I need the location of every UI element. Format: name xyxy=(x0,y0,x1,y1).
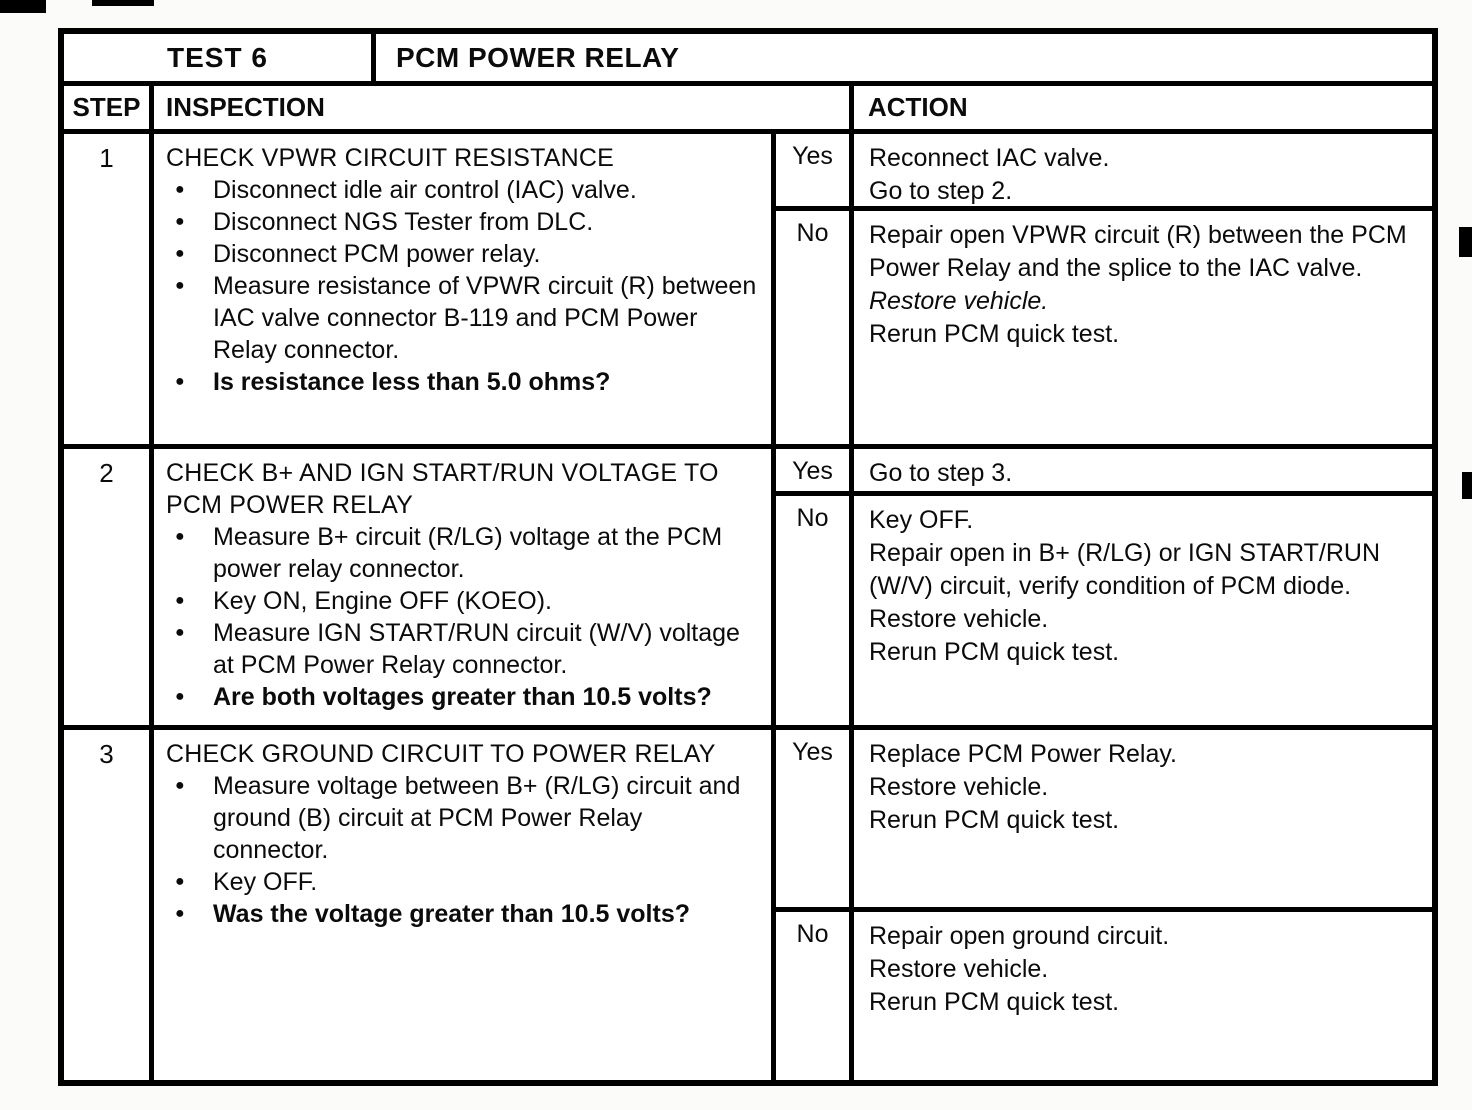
bullet-item xyxy=(166,770,759,866)
action-line: Rerun PCM quick test. xyxy=(869,638,1120,666)
bullet-item-question xyxy=(166,366,759,398)
inspection-title: CHECK VPWR CIRCUIT RESISTANCE xyxy=(166,144,614,172)
bullet-item-question xyxy=(166,681,759,713)
action-line: Repair open in B+ (R/LG) or IGN START/RUN (W/V) circuit, verify condition of PCM diode. xyxy=(869,539,1381,600)
action-line: Go to step 2. xyxy=(869,177,1013,205)
bullet-text: Key ON, Engine OFF (KOEO). xyxy=(213,587,552,615)
outcome-yes xyxy=(776,449,1432,496)
bullet-text: Disconnect idle air control (IAC) valve. xyxy=(213,176,637,204)
action-line: Go to step 3. xyxy=(869,459,1013,487)
bullet-text: Is resistance less than 5.0 ohms? xyxy=(213,368,611,396)
bullet-icon xyxy=(166,898,213,930)
inspection-title: CHECK GROUND CIRCUIT TO POWER RELAY xyxy=(166,740,716,768)
bullet-icon xyxy=(166,866,213,898)
step-row-1 xyxy=(64,134,1432,449)
action-line: Rerun PCM quick test. xyxy=(869,988,1120,1016)
column-header-action: ACTION xyxy=(868,92,968,122)
inspection-cell xyxy=(154,134,776,444)
inspection-cell xyxy=(154,449,776,725)
title-row xyxy=(64,34,1432,86)
step-row-2 xyxy=(64,449,1432,730)
outcomes xyxy=(776,730,1432,1080)
action-line: Replace PCM Power Relay. xyxy=(869,740,1177,768)
step-number: 2 xyxy=(64,449,154,725)
verdict-yes: Yes xyxy=(776,134,854,206)
action-line: Restore vehicle. xyxy=(869,773,1049,801)
action-line: Restore vehicle. xyxy=(869,955,1049,983)
bullet-icon xyxy=(166,174,213,206)
column-header-step: STEP xyxy=(64,86,154,129)
bullet-item xyxy=(166,521,759,585)
scan-artifact xyxy=(92,0,154,6)
outcomes xyxy=(776,449,1432,725)
action-line: Restore vehicle. xyxy=(869,605,1049,633)
bullet-text: Disconnect NGS Tester from DLC. xyxy=(213,208,594,236)
bullet-icon xyxy=(166,206,213,238)
outcome-yes xyxy=(776,134,1432,211)
action-cell xyxy=(854,496,1432,725)
action-line: Repair open VPWR circuit (R) between the PCM Power Relay and the splice to the IAC valve. xyxy=(869,221,1407,282)
outcome-no xyxy=(776,211,1432,444)
test-number-label: TEST 6 xyxy=(64,34,376,81)
action-line: Repair open ground circuit. xyxy=(869,922,1170,950)
outcome-no xyxy=(776,496,1432,725)
bullet-text: Was the voltage greater than 10.5 volts? xyxy=(213,900,690,928)
scan-artifact xyxy=(1462,472,1472,499)
bullet-icon xyxy=(166,770,213,866)
bullet-text: Key OFF. xyxy=(213,868,318,896)
verdict-yes: Yes xyxy=(776,730,854,907)
column-header-row xyxy=(64,86,1432,134)
bullet-item xyxy=(166,866,759,898)
scan-artifact xyxy=(0,0,46,13)
step-number: 3 xyxy=(64,730,154,1080)
outcome-yes xyxy=(776,730,1432,912)
bullet-text: Measure B+ circuit (R/LG) voltage at the PCM power relay connector. xyxy=(213,523,723,583)
bullet-item xyxy=(166,174,759,206)
action-cell xyxy=(854,912,1432,1080)
bullet-item xyxy=(166,617,759,681)
test-name-label: PCM POWER RELAY xyxy=(396,41,680,73)
bullet-text: Measure IGN START/RUN circuit (W/V) voltage at PCM Power Relay connector. xyxy=(213,619,740,679)
inspection-cell xyxy=(154,730,776,1080)
outcome-no xyxy=(776,912,1432,1080)
step-number: 1 xyxy=(64,134,154,444)
bullet-text: Measure voltage between B+ (R/LG) circuit and ground (B) circuit at PCM Power Relay connector. xyxy=(213,772,741,864)
verdict-yes: Yes xyxy=(776,449,854,491)
bullet-icon xyxy=(166,617,213,681)
bullet-text: Are both voltages greater than 10.5 volts? xyxy=(213,683,712,711)
step-row-3 xyxy=(64,730,1432,1080)
bullet-icon xyxy=(166,238,213,270)
bullet-item xyxy=(166,585,759,617)
bullet-item xyxy=(166,238,759,270)
action-line: Key OFF. xyxy=(869,506,974,534)
diagnostic-test-table xyxy=(58,28,1438,1086)
action-cell xyxy=(854,134,1432,206)
bullet-text: Measure resistance of VPWR circuit (R) between IAC valve connector B-119 and PCM Power Relay connector. xyxy=(213,272,757,364)
bullet-icon xyxy=(166,366,213,398)
outcomes xyxy=(776,134,1432,444)
action-cell xyxy=(854,730,1432,907)
verdict-no: No xyxy=(776,211,854,444)
action-line: Reconnect IAC valve. xyxy=(869,144,1110,172)
verdict-no: No xyxy=(776,496,854,725)
bullet-item xyxy=(166,206,759,238)
bullet-icon xyxy=(166,681,213,713)
bullet-item-question xyxy=(166,898,759,930)
bullet-icon xyxy=(166,270,213,366)
inspection-title: CHECK B+ AND IGN START/RUN VOLTAGE TO PCM POWER RELAY xyxy=(166,459,719,519)
action-cell xyxy=(854,211,1432,444)
bullet-icon xyxy=(166,585,213,617)
scan-artifact xyxy=(1459,227,1472,257)
action-line: Rerun PCM quick test. xyxy=(869,320,1120,348)
action-line: Rerun PCM quick test. xyxy=(869,806,1120,834)
action-line: Restore vehicle. xyxy=(869,287,1049,315)
column-header-inspection: INSPECTION xyxy=(154,86,854,129)
bullet-item xyxy=(166,270,759,366)
bullet-icon xyxy=(166,521,213,585)
bullet-text: Disconnect PCM power relay. xyxy=(213,240,541,268)
verdict-no: No xyxy=(776,912,854,1080)
action-cell xyxy=(854,449,1432,491)
